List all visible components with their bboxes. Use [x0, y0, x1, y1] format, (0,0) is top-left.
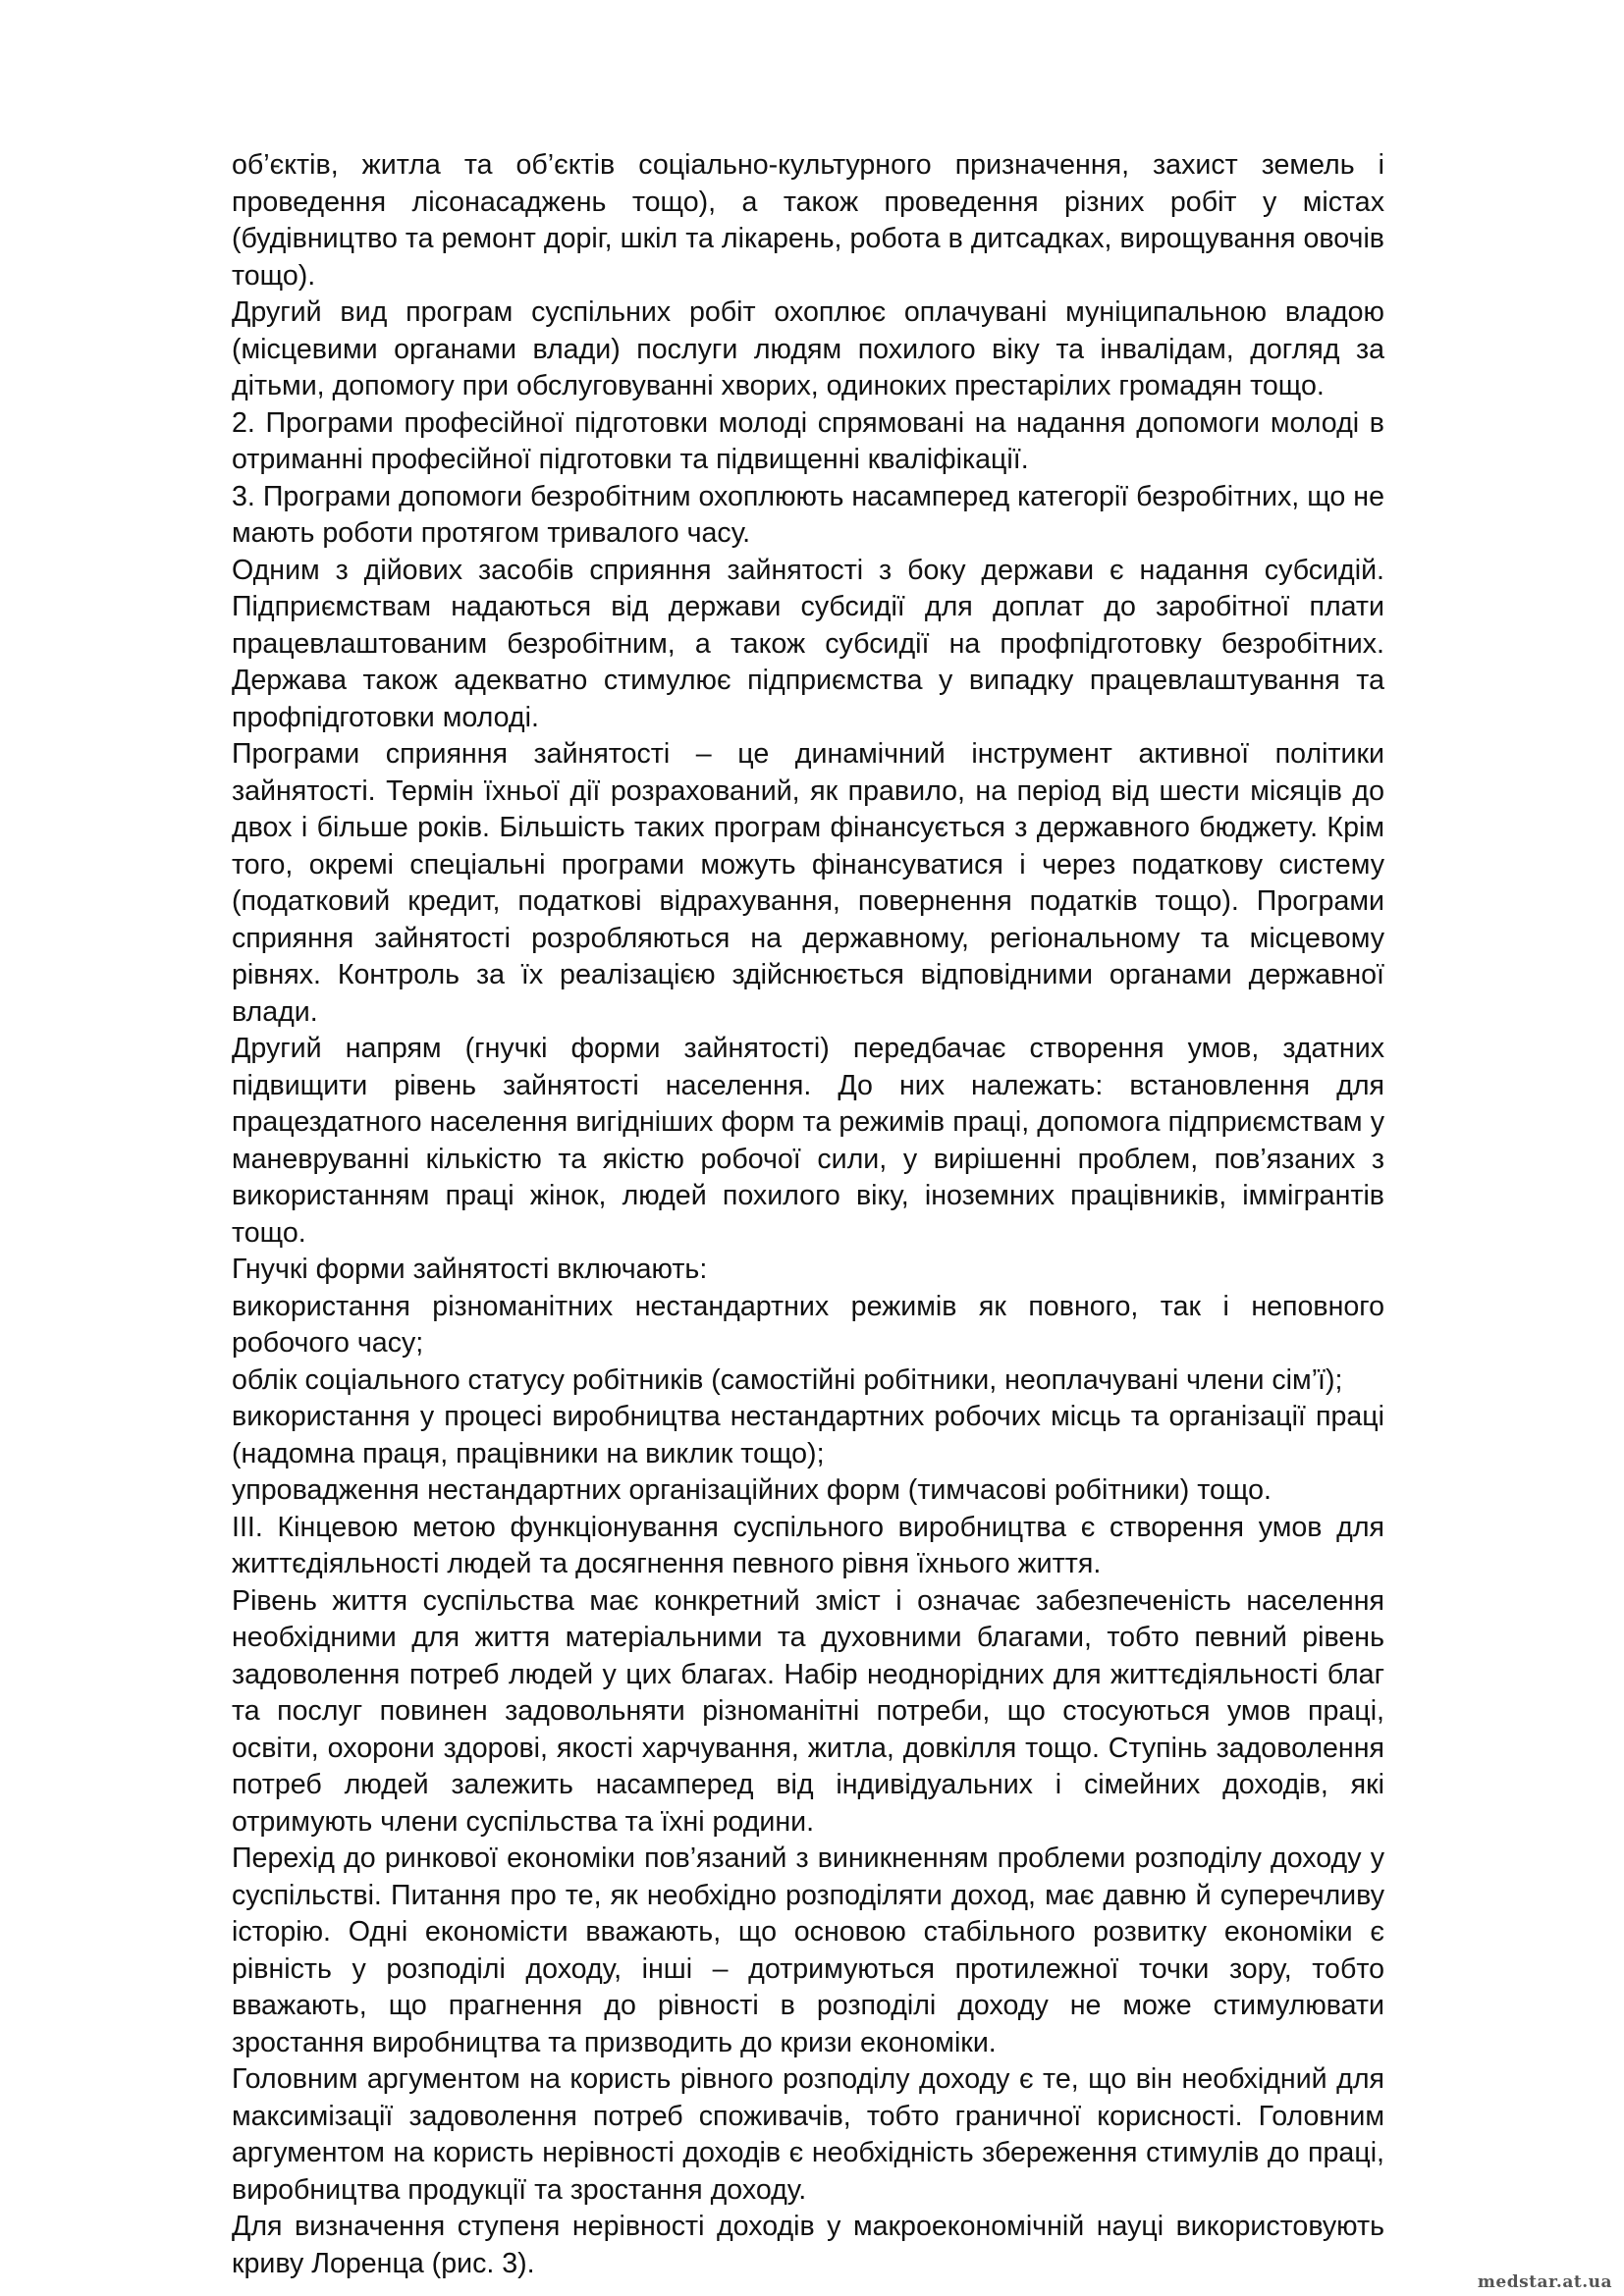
paragraph: використання у процесі виробництва нестандартних робочих місць та організації праці (надомна праця, працівники на виклик тощо);	[232, 1401, 1384, 1469]
document-body	[232, 147, 1384, 2282]
paragraph: упровадження нестандартних організаційних форм (тимчасові робітники) тощо.	[232, 1474, 1272, 1506]
paragraph: ІІІ. Кінцевою метою функціонування суспільного виробництва є створення умов для життєдіяльності людей та досягнення певного рівня їхнього життя.	[232, 1511, 1384, 1579]
paragraph: Другий напрям (гнучкі форми зайнятості) передбачає створення умов, здатних підвищити рівень зайнятості населення. До них належать: встановлення для працездатного населення вигідніших форм та режимів праці, допомога підприємствам у маневруванні кількістю та якістю робочої сили, у вирішенні проблем, пов’язаних з використанням праці жінок, людей похилого віку, іноземних працівників, іммігрантів тощо.	[232, 1033, 1384, 1249]
paragraph: Гнучкі форми зайнятості включають:	[232, 1254, 708, 1285]
paragraph: Одним з дійових засобів сприяння зайнятості з боку держави є надання субсидій. Підприємствам надаються від держави субсидії для доплат до заробітної плати працевлаштованим безробітним, а також субсидії на профпідготовку безробітних. Держава також адекватно стимулює підприємства у випадку працевлаштування та профпідготовки молоді.	[232, 554, 1384, 733]
paragraph: 3. Програми допомоги безробітним охоплюють насамперед категорії безробітних, що не мають роботи протягом тривалого часу.	[232, 480, 1384, 549]
paragraph: облік соціального статусу робітників (самостійні робітники, неоплачувані члени сім’ї);	[232, 1363, 1343, 1396]
paragraph: використання різноманітних нестандартних режимів як повного, так і неповного робочого часу;	[232, 1290, 1384, 1359]
paragraph: Рівень життя суспільства має конкретний зміст і означає забезпеченість населення необхідними для життя матеріальними та духовними благами, тобто певний рівень задоволення потреб людей у цих благах. Набір неоднорідних для життєдіяльності благ та послуг повинен задовольняти різноманітні потреби, що стосуються умов праці, освіти, охорони здорові, якості харчування, житла, довкілля тощо. Ступінь задоволення потреб людей залежить насамперед від індивідуальних і сімейних доходів, які отримують члени суспільства та їхні родини.	[232, 1584, 1384, 1838]
paragraph: об’єктів, житла та об’єктів соціально-культурного призначення, захист земель і проведення лісонасаджень тощо), а також проведення різних робіт у містах (будівництво та ремонт доріг, шкіл та лікарень, робота в дитсадках, вирощування овочів тощо).	[232, 149, 1384, 292]
paragraph: Для визначення ступеня нерівності доходів у макроекономічній науці використовують криву Лоренца (рис. 3).	[232, 2211, 1384, 2279]
watermark: medstar.at.ua	[1477, 2272, 1612, 2292]
paragraph: Другий вид програм суспільних робіт охоплює оплачувані муніципальною владою (місцевими органами влади) послуги людям похилого віку та інвалідам, догляд за дітьми, допомогу при обслуговуванні хворих, одиноких престарілих громадян тощо.	[232, 296, 1384, 401]
paragraph: 2. Програми професійної підготовки молоді спрямовані на надання допомоги молоді в отриманні професійної підготовки та підвищенні кваліфікації.	[232, 406, 1384, 475]
paragraph: Головним аргументом на користь рівного розподілу доходу є те, що він необхідний для максимізації задоволення потреб споживачів, тобто граничної корисності. Головним аргументом на користь нерівності доходів є необхідність збереження стимулів до праці, виробництва продукції та зростання доходу.	[232, 2063, 1384, 2206]
paragraph: Перехід до ринкової економіки пов’язаний з виникненням проблеми розподілу доходу у суспільстві. Питання про те, як необхідно розподіляти доход, має давню й суперечливу історію. Одні економісти вважають, що основою стабільного розвитку економіки є рівність у розподілі доходу, інші – дотримуються протилежної точки зору, тобто вважають, що прагнення до рівності в розподілі доходу не може стимулювати зростання виробництва та призводить до кризи економіки.	[232, 1842, 1384, 2058]
paragraph: Програми сприяння зайнятості – це динамічний інструмент активної політики зайнятості. Термін їхньої дії розрахований, як правило, на період від шести місяців до двох і більше років. Більшість таких програм фінансується з державного бюджету. Крім того, окремі спеціальні програми можуть фінансуватися і через податкову систему (податковий кредит, податкові відрахування, повернення податків тощо). Програми сприяння зайнятості розробляються на державному, регіональному та місцевому рівнях. Контроль за їх реалізацією здійснюється відповідними органами державної влади.	[232, 738, 1384, 1028]
